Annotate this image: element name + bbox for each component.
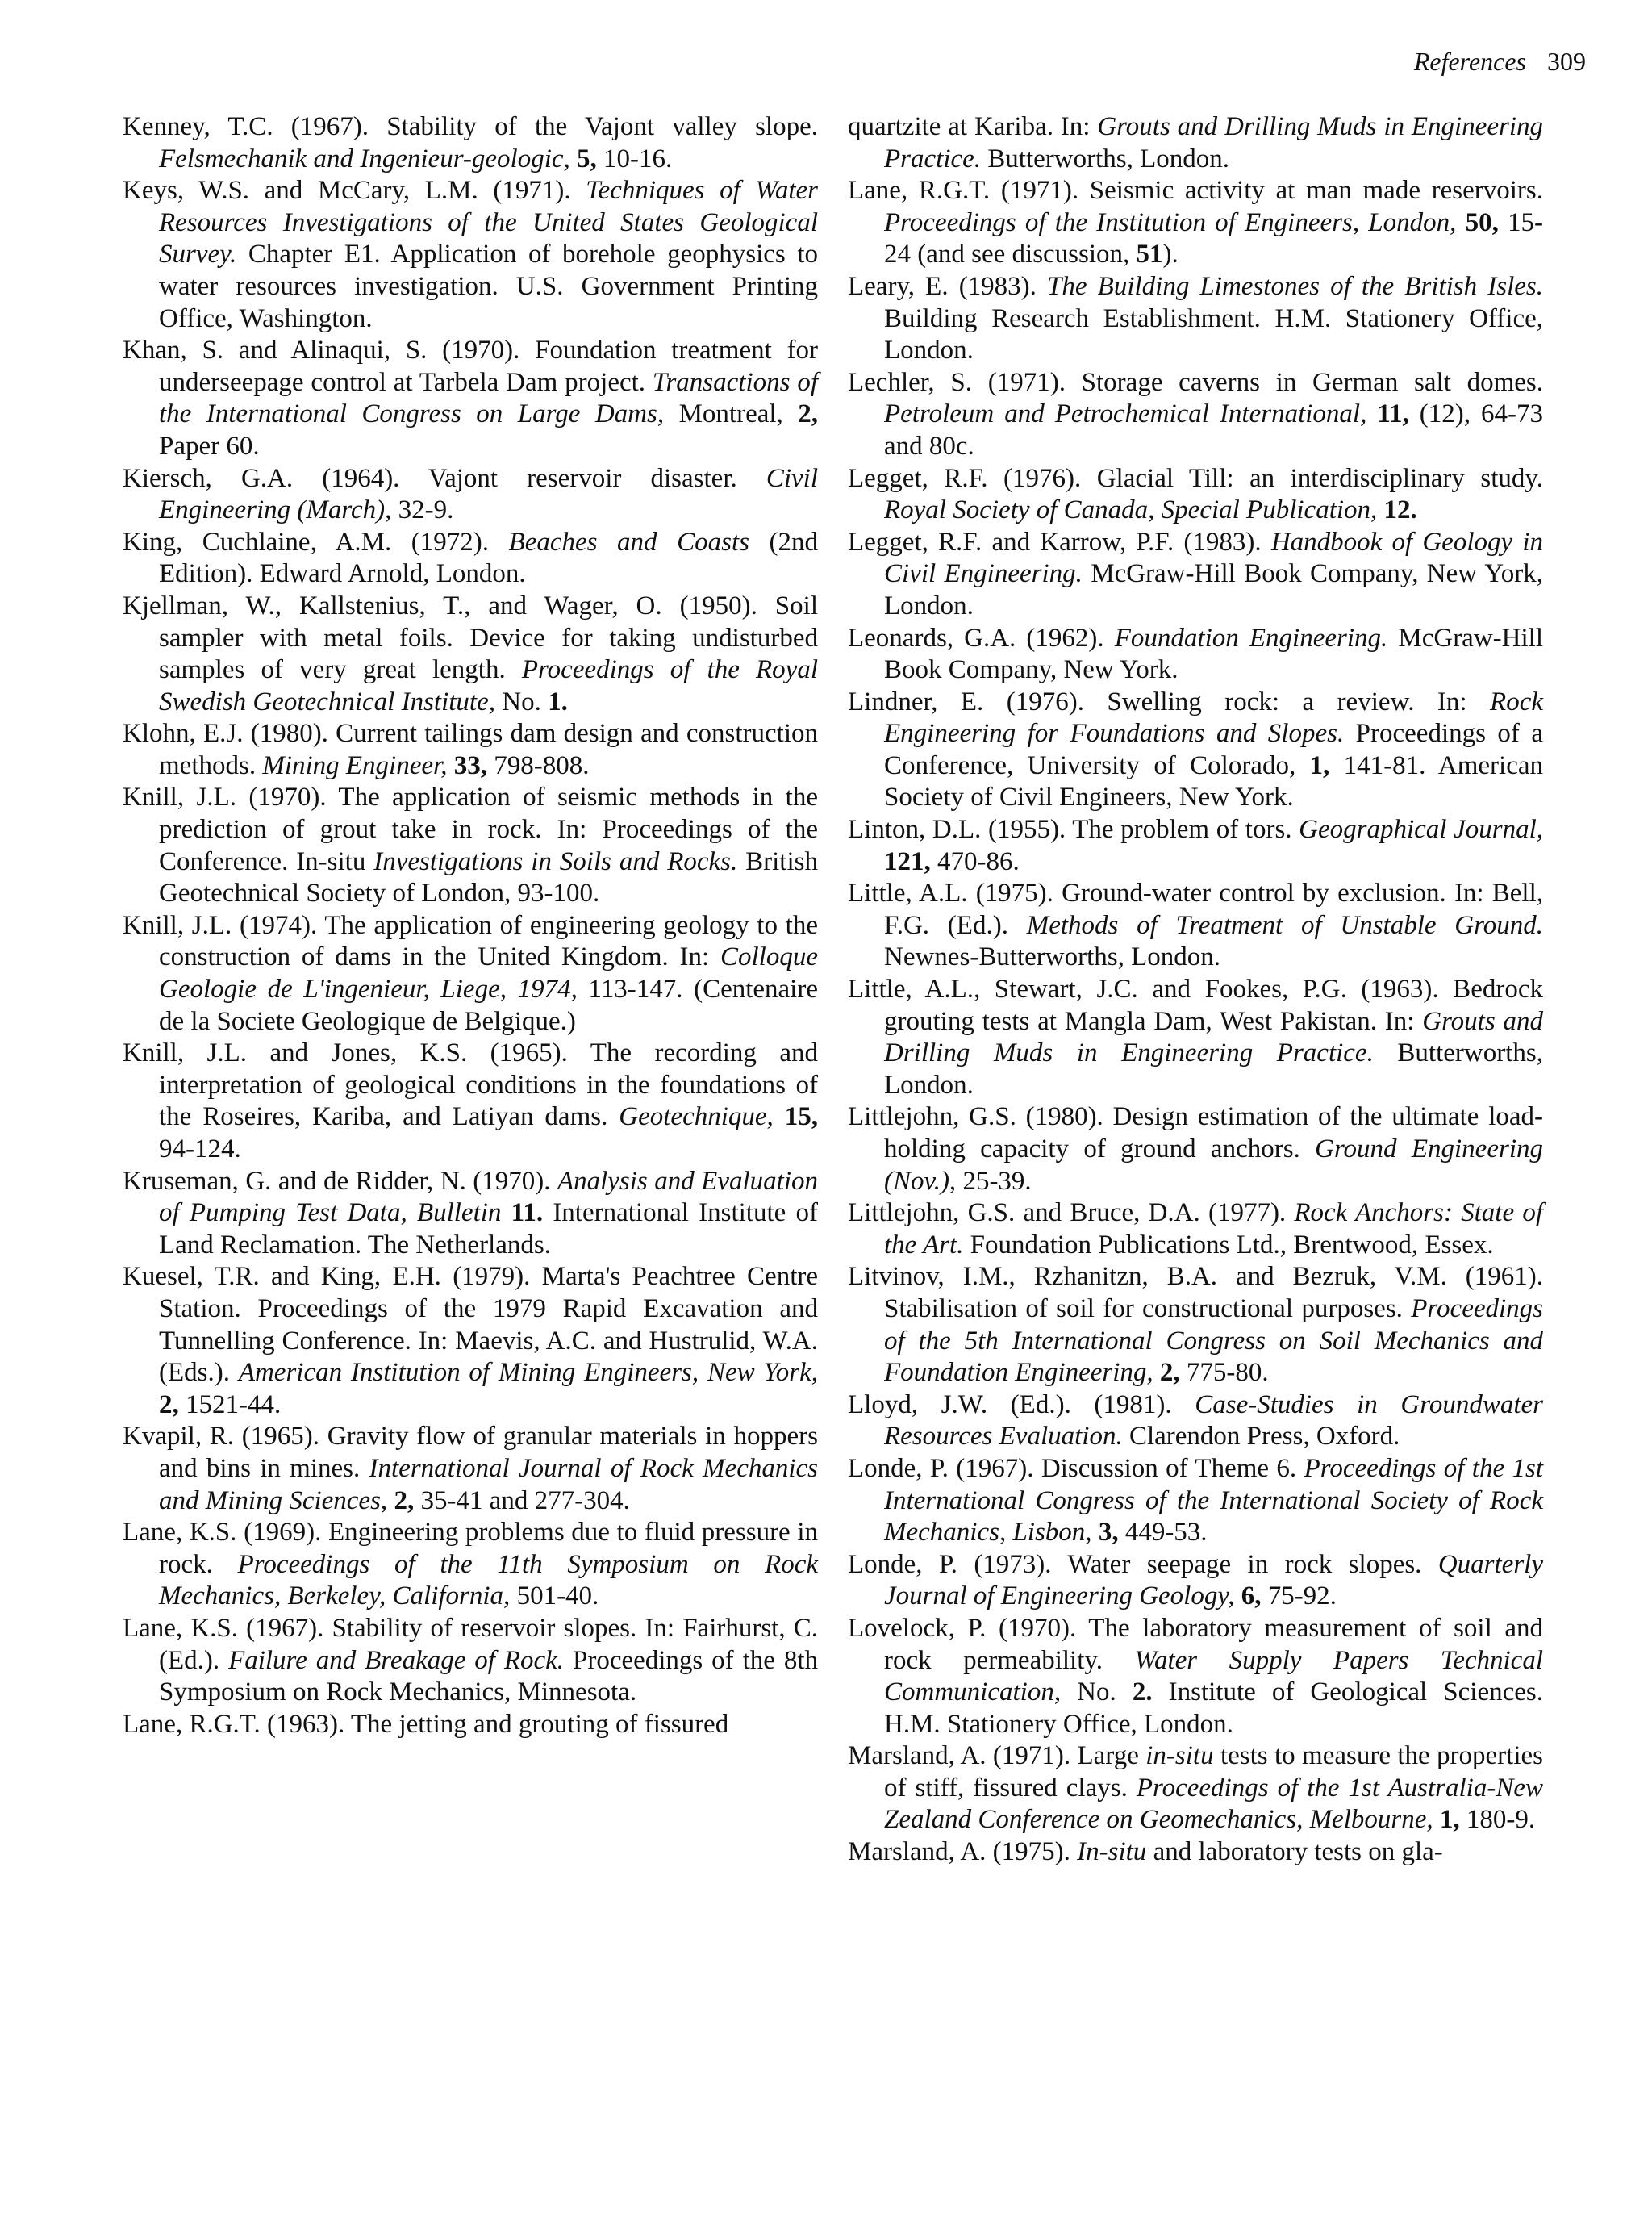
reference-text: Khan, S. and Alinaqui, S. (1970). Foundation treatment for underseepage control at Tarbela Dam project. (123, 336, 818, 397)
reference-entry (848, 271, 1543, 367)
reference-text: Proceedings of a Conference, University of Colorado, (884, 719, 1543, 780)
reference-text: Foundation Publications Ltd., Brentwood, Essex. (963, 1230, 1494, 1260)
reference-title-italic: American Institution of Mining Engineers, New York, (238, 1358, 819, 1388)
reference-text: Lechler, S. (1971). Storage caverns in German salt domes. (848, 367, 1543, 397)
reference-entry (848, 1453, 1543, 1549)
reference-text: 1521-44. (178, 1389, 282, 1419)
reference-text: Kenney, T.C. (1967). Stability of the Vajont valley slope. (123, 112, 818, 141)
reference-text: Littlejohn, G.S. and Bruce, D.A. (1977). (848, 1198, 1295, 1228)
reference-text: Littlejohn, G.S. (1980). Design estimation of the ultimate load-holding capacity of ground anchors. (848, 1102, 1543, 1163)
reference-entry (848, 814, 1543, 878)
reference-title-italic: Foundation Engineering. (1114, 623, 1388, 653)
reference-title-italic: Rock Engineering for Foundations and Slopes. (884, 687, 1543, 749)
reference-text: Butterworths, London. (884, 1038, 1543, 1100)
reference-title-italic: in-situ (1145, 1741, 1214, 1771)
reference-title-italic: Methods of Treatment of Unstable Ground. (1026, 910, 1543, 940)
reference-entry (848, 1197, 1543, 1261)
reference-entry (123, 910, 818, 1038)
reference-title-italic: Analysis and Evaluation of Pumping Test Data, Bulletin (159, 1166, 818, 1228)
reference-title-italic: Petroleum and Petrochemical International, (884, 399, 1367, 429)
reference-entry (123, 335, 818, 462)
reference-title-italic: Transactions of the International Congress on Large Dams, (159, 367, 818, 429)
reference-volume-bold: 2, (159, 1389, 179, 1419)
reference-text: Institute of Geological Sciences. H.M. Stationery Office, London. (884, 1677, 1543, 1739)
reference-text: Lane, R.G.T. (1963). The jetting and grouting of fissured (123, 1709, 729, 1739)
reference-title-italic: Royal Society of Canada, Special Publication, (884, 495, 1378, 525)
reference-text: 75-92. (1261, 1581, 1337, 1611)
reference-entry (848, 1389, 1543, 1453)
reference-entry (123, 1038, 818, 1165)
reference-text: Londe, P. (1973). Water seepage in rock slopes. (848, 1549, 1438, 1579)
reference-text: Leary, E. (1983). (848, 271, 1048, 301)
reference-entry (848, 623, 1543, 687)
reference-entry (123, 1517, 818, 1613)
reference-title-italic: Proceedings of the 1st International Congress of the International Society of Rock Mechanics, Lisbon, (884, 1453, 1543, 1548)
reference-text: Lane, K.S. (1969). Engineering problems due to fluid pressure in rock. (123, 1518, 818, 1579)
reference-text: (12), 64-73 and 80c. (884, 399, 1543, 461)
reference-title-italic: Proceedings of the Institution of Engineers, London, (884, 207, 1457, 237)
reference-text: Londe, P. (1967). Discussion of Theme 6. (848, 1453, 1304, 1483)
reference-title-italic: Beaches and Coasts (508, 527, 749, 557)
reference-entry (123, 111, 818, 175)
reference-text: McGraw-Hill Book Company, New York. (884, 623, 1543, 685)
reference-entry (123, 1613, 818, 1709)
reference-text: 775-80. (1179, 1358, 1269, 1388)
running-head: References (1413, 47, 1526, 76)
reference-volume-bold: 2, (1159, 1358, 1180, 1388)
reference-text: British Geotechnical Society of London, 93-100. (159, 846, 818, 909)
reference-text: Building Research Establishment. H.M. Stationery Office, London. (884, 303, 1543, 366)
reference-text: Klohn, E.J. (1980). Current tailings dam design and construction methods. (123, 719, 818, 780)
reference-entry (848, 1613, 1543, 1740)
reference-entry (123, 463, 818, 527)
reference-title-italic: Geotechnique, (619, 1102, 774, 1132)
reference-title-italic: Civil Engineering (March), (159, 463, 818, 525)
reference-title-italic: International Journal of Rock Mechanics and Mining Sciences, (159, 1453, 818, 1515)
reference-text: Lane, K.S. (1967). Stability of reservoir slopes. In: Fairhurst, C. (Ed.). (123, 1613, 818, 1675)
reference-text: Linton, D.L. (1955). The problem of tors. (848, 815, 1299, 845)
reference-text (1092, 1518, 1099, 1547)
reference-text: Kvapil, R. (1965). Gravity flow of granular materials in hoppers and bins in mines. (123, 1422, 818, 1483)
reference-text: Marsland, A. (1971). Large (848, 1741, 1146, 1771)
reference-entry (123, 1261, 818, 1421)
reference-title-italic: Water Supply Papers Technical Communication, (884, 1645, 1543, 1707)
reference-volume-bold: 51 (1136, 240, 1163, 269)
reference-text: Little, A.L., Stewart, J.C. and Fookes, P.G. (1963). Bedrock grouting tests at Mangla Dam, West Pakistan. In: (848, 975, 1543, 1036)
reference-title-italic: Proceedings of the 1st Australia-New Zealand Conference on Geomechanics, Melbourne, (884, 1773, 1543, 1835)
reference-text: 32-9. (391, 495, 454, 525)
reference-text: No. (1061, 1677, 1133, 1707)
reference-text: Litvinov, I.M., Rzhanitzn, B.A. and Bezruk, V.M. (1961). Stabilisation of soil for constructional purposes. (848, 1262, 1543, 1323)
reference-title-italic: Handbook of Geology in Civil Engineering. (884, 527, 1543, 589)
reference-text: Legget, R.F. (1976). Glacial Till: an interdisciplinary study. (848, 463, 1543, 493)
page-header (1414, 45, 1586, 77)
reference-entry (848, 1101, 1543, 1197)
reference-text: 141-81. American Society of Civil Engineers, New York. (884, 750, 1543, 813)
reference-text: quartzite at Kariba. In: (848, 112, 1098, 141)
reference-text: Little, A.L. (1975). Ground-water control by exclusion. In: Bell, F.G. (Ed.). (848, 879, 1543, 940)
reference-text: 449-53. (1118, 1518, 1208, 1548)
reference-volume-bold: 6, (1241, 1581, 1262, 1611)
reference-title-italic: Failure and Breakage of Rock. (228, 1645, 565, 1675)
reference-text: Knill, J.L. and Jones, K.S. (1965). The recording and interpretation of geological conditions in the foundations of the Roseires, Kariba, and Latiyan dams. (123, 1038, 818, 1132)
reference-text: Kruseman, G. and de Ridder, N. (1970). (123, 1166, 557, 1196)
reference-text: Kjellman, W., Kallstenius, T., and Wager, O. (1950). Soil sampler with metal foils. Device for taking undisturbed samples of very great length. (123, 591, 818, 685)
reference-text: King, Cuchlaine, A.M. (1972). (123, 527, 509, 557)
reference-text: tests to measure the properties of stiff, fissured clays. (884, 1741, 1543, 1803)
reference-column-right (848, 111, 1543, 1869)
reference-entry (123, 591, 818, 718)
reference-text: Paper 60. (159, 431, 260, 461)
reference-volume-bold: 2, (798, 399, 818, 429)
reference-entry (848, 687, 1543, 814)
reference-text (1153, 1358, 1160, 1387)
reference-entry (848, 175, 1543, 271)
reference-title-italic: Quarterly Journal of Engineering Geology, (884, 1549, 1543, 1611)
reference-volume-bold: 1, (1309, 750, 1330, 780)
reference-text: Keys, W.S. and McCary, L.M. (1971). (123, 176, 586, 206)
reference-volume-bold: 5, (577, 144, 597, 173)
reference-text: Chapter E1. Application of borehole geophysics to water resources investigation. U.S. Government Printing Office, Washington. (159, 240, 818, 333)
reference-text: 501-40. (510, 1581, 599, 1611)
reference-volume-bold: 11. (511, 1198, 544, 1228)
reference-entry (123, 782, 818, 909)
reference-title-italic: Proceedings of the 11th Symposium on Rock Mechanics, Berkeley, California, (159, 1549, 819, 1611)
reference-text: Newnes-Butterworths, London. (884, 942, 1221, 972)
reference-text: Lovelock, P. (1970). The laboratory measurement of soil and rock permeability. (848, 1613, 1543, 1675)
reference-entry (123, 175, 818, 335)
reference-text: Lloyd, J.W. (Ed.). (1981). (848, 1389, 1195, 1419)
reference-text: 15-24 (and see discussion, (884, 207, 1543, 269)
reference-entry (848, 111, 1543, 175)
reference-volume-bold: 11, (1377, 399, 1409, 429)
reference-text (774, 1102, 785, 1131)
reference-text: 94-124. (159, 1134, 241, 1163)
reference-text (1366, 399, 1377, 428)
reference-title-italic: Techniques of Water Resources Investigations of the United States Geological Survey. (159, 176, 818, 269)
reference-title-italic: In-situ (1077, 1837, 1147, 1867)
reference-volume-bold: 50, (1465, 207, 1499, 237)
reference-text: No. (495, 687, 549, 716)
reference-entry (123, 1421, 818, 1517)
reference-column-left (123, 111, 818, 1740)
reference-entry (848, 463, 1543, 527)
reference-text: 798-808. (486, 750, 590, 780)
reference-entry (848, 974, 1543, 1101)
reference-text: International Institute of Land Reclamation. The Netherlands. (159, 1198, 818, 1260)
reference-title-italic: Mining Engineer, (262, 750, 448, 780)
reference-entry (123, 718, 818, 782)
reference-entry (848, 1261, 1543, 1389)
reference-volume-bold: 2, (394, 1485, 415, 1515)
reference-text: ). (1162, 240, 1179, 269)
reference-text: and laboratory tests on gla- (1146, 1837, 1443, 1867)
reference-text: McGraw-Hill Book Company, New York, London. (884, 559, 1543, 620)
reference-text: Kuesel, T.R. and King, E.H. (1979). Marta's Peachtree Centre Station. Proceedings of the 1979 Rapid Excavation and Tunnelling Conference. In: Maevis, A.C. and Hustrulid, W.A. (Eds.). (123, 1262, 818, 1388)
reference-text: Montreal, (664, 399, 799, 429)
reference-text: Proceedings of the 8th Symposium on Rock Mechanics, Minnesota. (159, 1645, 818, 1707)
reference-title-italic: Grouts and Drilling Muds in Engineering Practice. (884, 112, 1543, 173)
reference-title-italic: Investigations in Soils and Rocks. (373, 846, 738, 876)
reference-title-italic: Proceedings of the Royal Swedish Geotechnical Institute, (159, 655, 818, 716)
reference-volume-bold: 15, (784, 1102, 818, 1132)
reference-text: Clarendon Press, Oxford. (1122, 1422, 1400, 1452)
reference-volume-bold: 2. (1132, 1677, 1153, 1707)
reference-volume-bold: 3, (1098, 1518, 1119, 1548)
reference-title-italic: Ground Engineering (Nov.), (884, 1134, 1543, 1196)
reference-text: Knill, J.L. (1970). The application of seismic methods in the prediction of grout take in rock. In: Proceedings of the Conference. In-situ (123, 783, 818, 876)
reference-entry (848, 878, 1543, 974)
reference-text: 180-9. (1459, 1805, 1536, 1835)
reference-entry (848, 367, 1543, 463)
reference-text (447, 751, 453, 780)
reference-title-italic: The Building Limestones of the British Isles. (1047, 271, 1543, 301)
reference-text: 113-147. (Centenaire de la Societe Geologique de Belgique.) (159, 975, 818, 1036)
reference-text: 25-39. (956, 1166, 1032, 1196)
reference-title-italic: Geographical Journal, (1299, 815, 1543, 845)
reference-entry (123, 1709, 818, 1741)
reference-text: Lane, R.G.T. (1971). Seismic activity at man made reservoirs. (848, 176, 1543, 206)
reference-title-italic: Proceedings of the 5th International Congress on Soil Mechanics and Foundation Engineering, (884, 1293, 1543, 1388)
reference-text (1377, 495, 1383, 524)
reference-text (1433, 1805, 1440, 1834)
reference-entry (848, 1740, 1543, 1836)
reference-title-italic: Felsmechanik and Ingenieur-geologic, (159, 144, 578, 173)
reference-text (501, 1198, 511, 1227)
reference-title-italic: Colloque Geologie de L'ingenieur, Liege, 1974, (159, 942, 818, 1005)
reference-volume-bold: 12. (1383, 495, 1417, 525)
reference-entry (848, 1836, 1543, 1869)
reference-entry (848, 1549, 1543, 1613)
reference-text: 10-16. (596, 144, 673, 173)
reference-text: (2nd Edition). Edward Arnold, London. (159, 527, 819, 589)
reference-text: Legget, R.F. and Karrow, P.F. (1983). (848, 527, 1271, 557)
reference-text (1234, 1581, 1241, 1610)
reference-entry (123, 527, 818, 591)
reference-text: Marsland, A. (1975). (848, 1837, 1078, 1867)
reference-text: 35-41 and 277-304. (414, 1485, 630, 1515)
reference-volume-bold: 121, (884, 846, 931, 876)
reference-text: Butterworths, London. (981, 144, 1230, 173)
reference-title-italic: Case-Studies in Groundwater Resources Evaluation. (884, 1389, 1543, 1452)
reference-title-italic: Rock Anchors: State of the Art. (884, 1198, 1543, 1260)
reference-text: Kiersch, G.A. (1964). Vajont reservoir disaster. (123, 463, 766, 493)
reference-volume-bold: 33, (453, 750, 487, 780)
page-number: 309 (1547, 47, 1586, 76)
reference-volume-bold: 1, (1439, 1805, 1460, 1835)
reference-volume-bold: 1. (548, 687, 568, 716)
reference-text: Lindner, E. (1976). Swelling rock: a review. In: (848, 687, 1491, 716)
reference-title-italic: Grouts and Drilling Muds in Engineering Practice. (884, 1006, 1543, 1068)
reference-text: Knill, J.L. (1974). The application of engineering geology to the construction of dams in the United Kingdom. In: (123, 910, 818, 972)
reference-entry (123, 1166, 818, 1262)
reference-entry (848, 527, 1543, 623)
reference-text: Leonards, G.A. (1962). (848, 623, 1115, 653)
reference-text (1456, 208, 1465, 237)
reference-text: 470-86. (930, 846, 1020, 876)
